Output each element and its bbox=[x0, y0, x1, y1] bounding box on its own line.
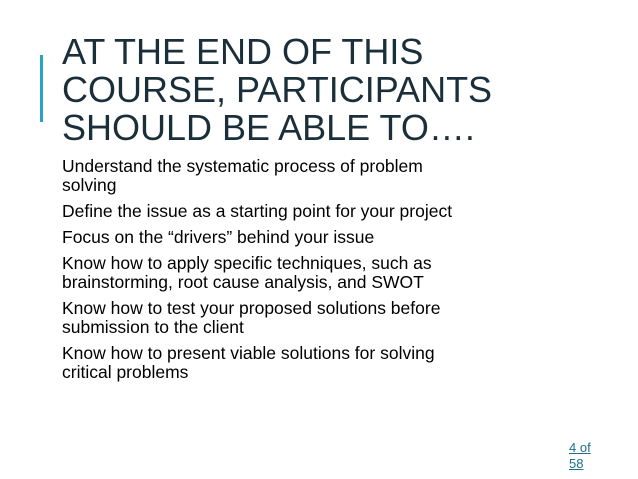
objective-text: submission to the client bbox=[62, 317, 244, 337]
objective-item bbox=[62, 157, 582, 195]
objective-item bbox=[62, 202, 582, 221]
objective-text: Know how to test your proposed solutions before bbox=[62, 298, 441, 318]
objective-text: critical problems bbox=[62, 362, 189, 382]
objective-text: Know how to apply specific techniques, such as bbox=[62, 253, 432, 273]
slide-title-line: SHOULD BE ABLE TO…. bbox=[62, 107, 475, 148]
objective-text: solving bbox=[62, 175, 117, 195]
objective-text: Understand the systematic process of problem bbox=[62, 156, 423, 176]
slide-title-line: COURSE, PARTICIPANTS bbox=[62, 69, 493, 110]
slide-title-line: AT THE END OF THIS bbox=[62, 31, 424, 72]
objective-text: Focus on the “drivers” behind your issue bbox=[62, 227, 375, 247]
page-number-current: 4 of bbox=[569, 440, 591, 455]
objective-item bbox=[62, 228, 582, 247]
objective-text: Define the issue as a starting point for your project bbox=[62, 201, 453, 221]
objective-item bbox=[62, 254, 582, 292]
slide-title bbox=[62, 33, 602, 147]
page-number-link[interactable] bbox=[569, 440, 591, 472]
page-number-total: 58 bbox=[569, 456, 584, 471]
objective-item bbox=[62, 344, 582, 382]
objective-text: Know how to present viable solutions for solving bbox=[62, 343, 435, 363]
objective-item bbox=[62, 299, 582, 337]
title-accent-bar bbox=[40, 55, 43, 122]
objective-text: brainstorming, root cause analysis, and SWOT bbox=[62, 272, 424, 292]
objectives-list bbox=[62, 157, 582, 389]
